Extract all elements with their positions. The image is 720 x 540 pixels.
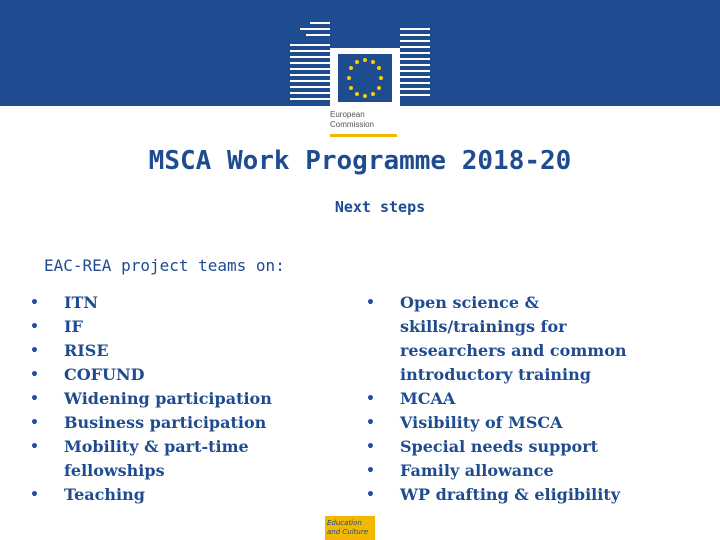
bullet-icon: • [366, 487, 375, 503]
list-item-text: Special needs support [400, 437, 599, 456]
list-item [366, 387, 666, 411]
slide-subtitle: Next steps [334, 198, 426, 216]
bullet-icon: • [30, 439, 39, 455]
bullet-icon: • [30, 343, 39, 359]
list-item-text: Widening participation [64, 389, 272, 408]
list-item-text: Open science & skills/trainings for researchers and common introductory training [400, 293, 627, 384]
list-item [30, 291, 340, 315]
bullet-icon: • [366, 295, 375, 311]
slide-title: MSCA Work Programme 2018-20 [148, 146, 572, 176]
list-item [366, 483, 666, 507]
list-item-text: WP drafting & eligibility [400, 485, 621, 504]
bullet-icon: • [366, 439, 375, 455]
intro-text: EAC-REA project teams on: [44, 256, 285, 275]
logo-line-2: Commission [330, 120, 375, 129]
bullet-icon: • [30, 319, 39, 335]
list-item [366, 291, 666, 387]
list-item-text: Mobility & part-time fellowships [64, 437, 249, 480]
bullet-icon: • [366, 391, 375, 407]
footer-line-1: Education [327, 519, 362, 527]
right-bullet-list [366, 291, 666, 507]
logo-underline [330, 134, 397, 137]
list-item-text: IF [64, 317, 83, 336]
list-item [366, 411, 666, 435]
bullet-icon: • [30, 295, 39, 311]
bullet-icon: • [366, 463, 375, 479]
list-item-text: Visibility of MSCA [400, 413, 563, 432]
bullet-icon: • [30, 391, 39, 407]
list-item-text: ITN [64, 293, 99, 312]
list-item-text: MCAA [400, 389, 456, 408]
logo-text [330, 110, 374, 130]
list-item [366, 459, 666, 483]
list-item [30, 339, 340, 363]
list-item-text: Family allowance [400, 461, 554, 480]
list-item-text: Business participation [64, 413, 267, 432]
left-bullet-list [30, 291, 340, 507]
list-item [30, 315, 340, 339]
list-item [30, 363, 340, 387]
logo-line-1: European [330, 110, 365, 119]
list-item [30, 387, 340, 411]
list-item-text: Teaching [64, 485, 145, 504]
list-item-text: RISE [64, 341, 109, 360]
bullet-icon: • [366, 415, 375, 431]
list-item [30, 435, 340, 483]
bullet-icon: • [30, 415, 39, 431]
footer-line-2: and Culture [327, 528, 369, 536]
bullet-icon: • [30, 487, 39, 503]
list-item [366, 435, 666, 459]
list-item [30, 483, 340, 507]
list-item-text: COFUND [64, 365, 145, 384]
bullet-icon: • [30, 367, 39, 383]
list-item [30, 411, 340, 435]
footer-text [327, 519, 368, 537]
